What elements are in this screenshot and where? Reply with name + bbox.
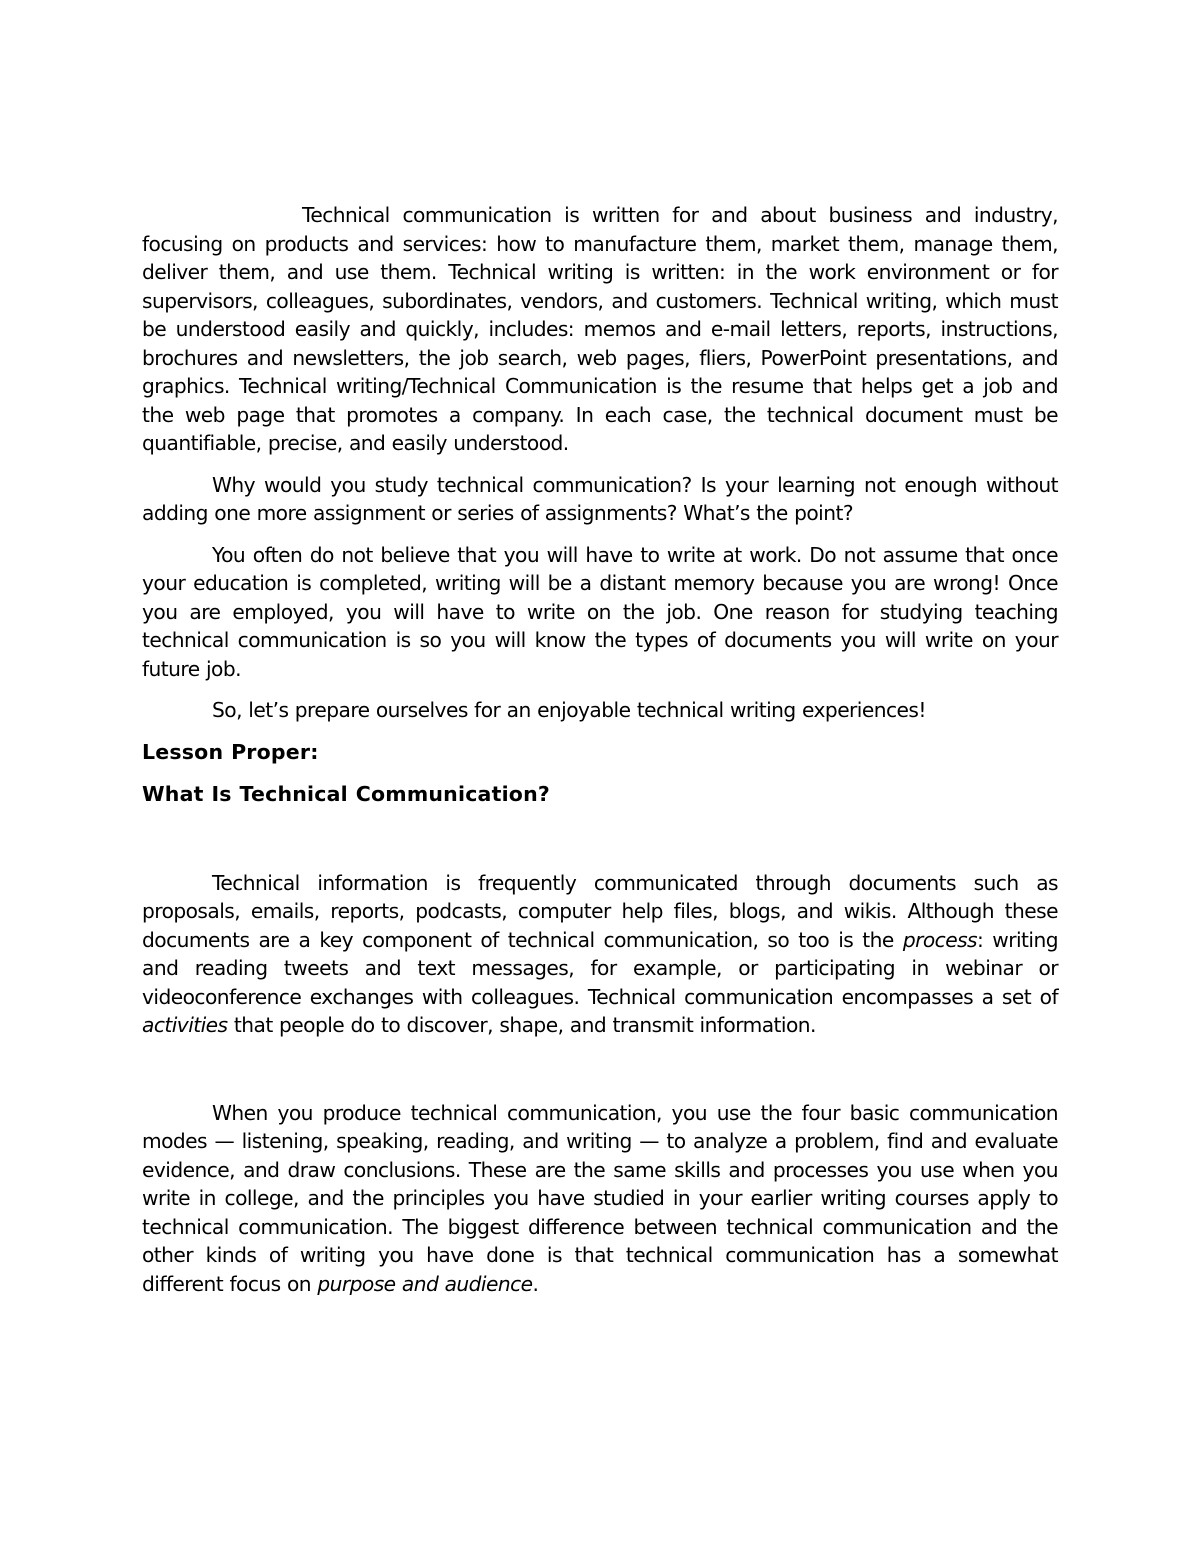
- process-emphasis: process: [902, 927, 977, 952]
- modes-text-2: .: [532, 1271, 539, 1296]
- communication-modes-paragraph: [142, 1099, 1058, 1299]
- info-text-3: that people do to discover, shape, and transmit information.: [227, 1013, 816, 1037]
- modes-text-1: When you produce technical communication, you use the four basic communication modes — listening, speaking, reading, and writing — to analyze a problem, find and evaluate evidence, and draw conclusions. These are the same skills and processes you use when you write in college, and the principles you have studied in your earlier writing courses apply to technical communication. The biggest difference between technical communication and the other kinds of writing you have done is that technical communication has a somewhat different focus on: [142, 1100, 1058, 1296]
- technical-information-paragraph: [142, 869, 1058, 1040]
- purpose-audience-emphasis: purpose and audience: [317, 1271, 533, 1296]
- info-text-2: : writing and reading tweets and text messages, for example, or participating in webinar or videoconference exchanges with colleagues. Technical communication encompasses a set of: [142, 927, 1058, 1009]
- why-study-paragraph: Why would you study technical communication? Is your learning not enough without adding one more assignment or series of assignments? What’s the point?: [142, 472, 1058, 525]
- what-is-heading: What Is Technical Communication?: [142, 782, 550, 806]
- info-text-1: Technical information is frequently communicated through documents such as proposals, emails, reports, podcasts, computer help files, blogs, and wikis. Although these documents are a key component of technical communication, so too is the: [142, 870, 1058, 952]
- document-body: [142, 201, 1058, 1311]
- prepare-paragraph: So, let’s prepare ourselves for an enjoyable technical writing experiences!: [212, 698, 926, 722]
- lesson-proper-heading: Lesson Proper:: [142, 739, 319, 764]
- intro-paragraph: Technical communication is written for and about business and industry, focusing on products and services: how to manufacture them, market them, manage them, deliver them, and use them. Technical writing is written: in the work environment or for supervisors, colleagues, subordinates, vendors, and customers. Technical writing, which must be understood easily and quickly, includes: memos and e-mail letters, reports, instructions, brochures and newsletters, the job search, web pages, fliers, PowerPoint presentations, and graphics. Technical writing/Technical Communication is the resume that helps get a job and the web page that promotes a company. In each case, the technical document must be quantifiable, precise, and easily understood.: [142, 203, 1058, 455]
- spacer: [142, 1053, 1058, 1099]
- spacer: [142, 823, 1058, 869]
- activities-emphasis: activities: [142, 1013, 228, 1037]
- write-at-work-paragraph: You often do not believe that you will have to write at work. Do not assume that once your education is completed, writing will be a distant memory because you are wrong! Once you are employed, you will have to write on the job. One reason for studying teaching technical communication is so you will know the types of documents you will write on your future job.: [142, 542, 1058, 681]
